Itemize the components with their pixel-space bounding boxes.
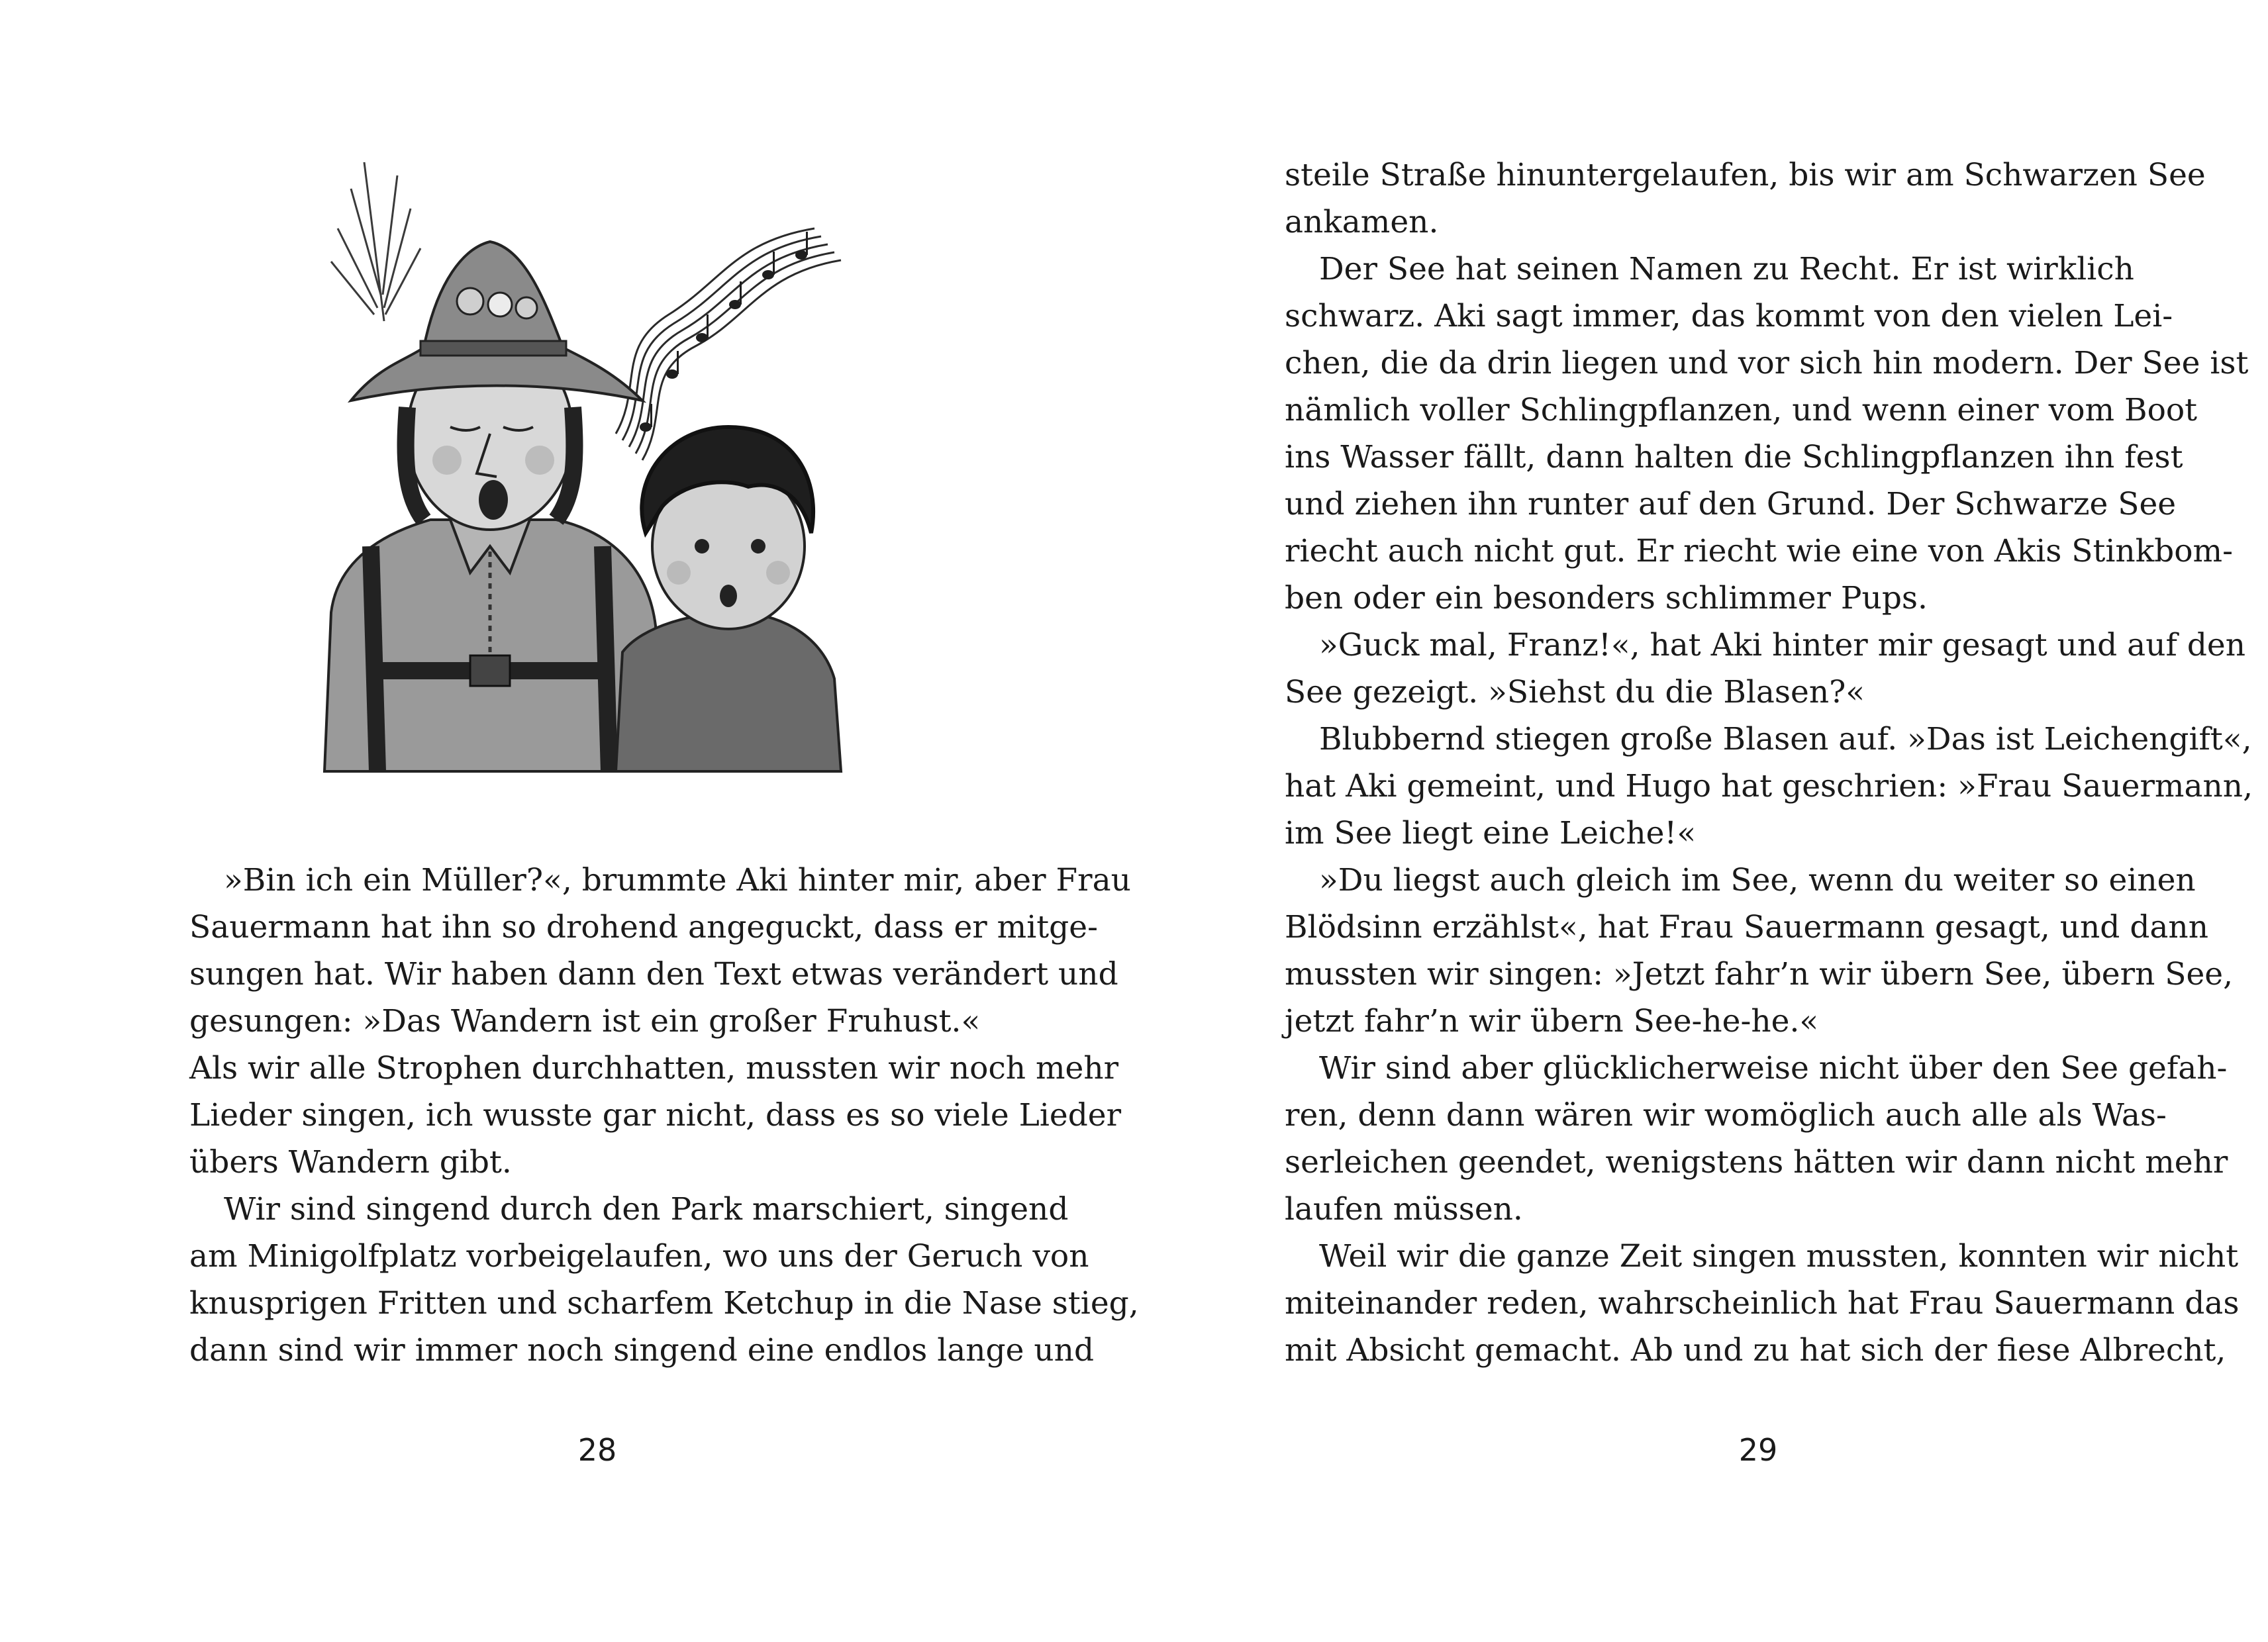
text-line: Sauermann hat ihn so drohend angeguckt, dass er mitge- [189,909,1098,945]
page-number: 28 [577,1432,617,1468]
illustration-scout-leader-and-boy-singing [271,149,940,798]
right-page-body-text [1285,152,2253,1374]
text-line: ins Wasser fällt, dann halten die Schlingpflanzen ihn fest [1285,439,2183,475]
right-page [1134,0,2268,1642]
text-line: Lieder singen, ich wusste gar nicht, dass es so viele Lieder [189,1097,1122,1134]
text-line: dann sind wir immer noch singend eine endlos lange und [189,1332,1095,1369]
text-line: »Bin ich ein Müller?«, brummte Aki hinter mir, aber Frau [224,862,1131,898]
text-line: riecht auch nicht gut. Er riecht wie eine von Akis Stinkbom- [1285,533,2234,569]
text-line: Weil wir die ganze Zeit singen mussten, konnten wir nicht [1319,1238,2239,1275]
text-line: schwarz. Aki sagt immer, das kommt von den vielen Lei- [1285,298,2173,334]
text-line: chen, die da drin liegen und vor sich hin modern. Der See ist [1285,345,2249,381]
text-line: »Du liegst auch gleich im See, wenn du weiter so einen [1319,862,2196,898]
text-line: steile Straße hinuntergelaufen, bis wir am Schwarzen See [1285,157,2206,193]
feather-icon [331,162,420,321]
page-number: 29 [1738,1432,1778,1468]
text-line: hat Aki gemeint, und Hugo hat geschrien: »Frau Sauermann, [1285,768,2253,804]
text-line: laufen müssen. [1285,1191,1523,1228]
text-line: ben oder ein besonders schlimmer Pups. [1285,580,1928,616]
text-line: übers Wandern gibt. [189,1144,512,1181]
left-page-body-text [189,857,1139,1374]
text-line: nämlich voller Schlingpflanzen, und wenn einer vom Boot [1285,392,2198,428]
text-line: serleichen geendet, wenigstens hätten wir dann nicht mehr [1285,1144,2228,1181]
text-line: Blödsinn erzählst«, hat Frau Sauermann gesagt, und dann [1285,909,2208,945]
text-line: mussten wir singen: »Jetzt fahr’n wir übern See, übern See, [1285,956,2234,992]
text-line: ren, denn dann wären wir womöglich auch alle als Was- [1285,1097,2167,1134]
text-line: See gezeigt. »Siehst du die Blasen?« [1285,674,1865,710]
text-line: miteinander reden, wahrscheinlich hat Frau Sauermann das [1285,1285,2240,1322]
text-line: Als wir alle Strophen durchhatten, mussten wir noch mehr [189,1050,1119,1087]
text-line: Wir sind singend durch den Park marschiert, singend [224,1191,1069,1228]
text-line: sungen hat. Wir haben dann den Text etwas verändert und [189,956,1118,992]
text-line: Wir sind aber glücklicherweise nicht über den See gefah- [1319,1050,2228,1087]
text-line: gesungen: »Das Wandern ist ein großer Fruhust.« [189,1003,981,1039]
boy-body [616,612,841,771]
text-line: mit Absicht gemacht. Ab und zu hat sich der fiese Albrecht, [1285,1332,2226,1369]
text-line: »Guck mal, Franz!«, hat Aki hinter mir gesagt und auf den [1319,627,2245,663]
text-line: jetzt fahr’n wir übern See-he-he.« [1285,1003,1819,1039]
text-line: am Minigolfplatz vorbeigelaufen, wo uns der Geruch von [189,1238,1089,1275]
text-line: Der See hat seinen Namen zu Recht. Er ist wirklich [1319,251,2134,287]
text-line: ankamen. [1285,204,1439,240]
text-line: und ziehen ihn runter auf den Grund. Der Schwarze See [1285,486,2177,522]
text-line: knusprigen Fritten und scharfem Ketchup in die Nase stieg, [189,1285,1139,1322]
text-line: Blubbernd stiegen große Blasen auf. »Das ist Leichengift«, [1319,721,2252,757]
text-line: im See liegt eine Leiche!« [1285,815,1697,851]
